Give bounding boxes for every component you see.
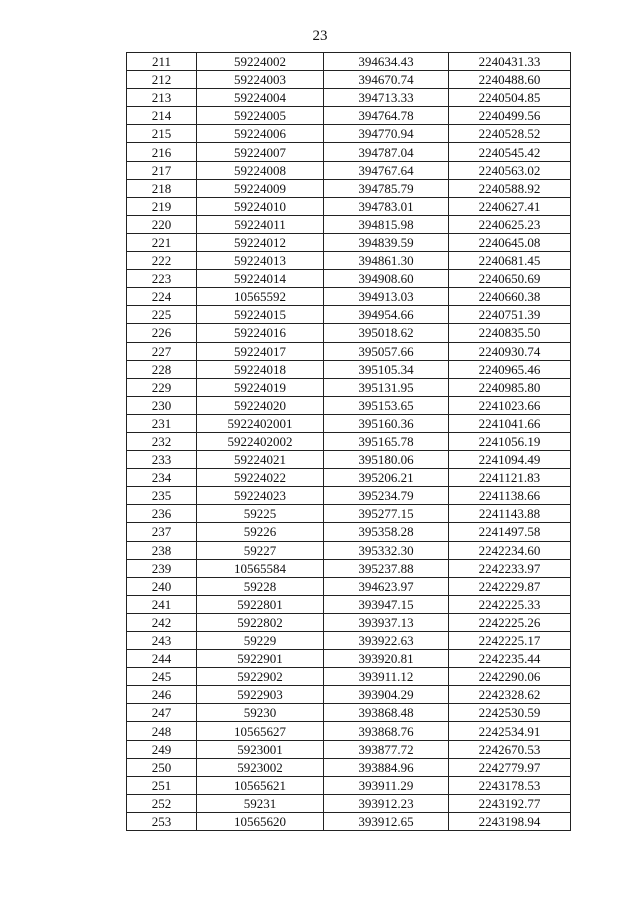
point-id-cell: 59225 [197,505,324,523]
row-number-cell: 249 [127,740,197,758]
y-coordinate-cell: 2242328.62 [449,686,571,704]
row-number-cell: 237 [127,523,197,541]
x-coordinate-cell: 395165.78 [324,432,449,450]
x-coordinate-cell: 394787.04 [324,143,449,161]
table-row [127,215,571,233]
table-row [127,360,571,378]
table-row [127,686,571,704]
table-row [127,342,571,360]
y-coordinate-cell: 2240681.45 [449,252,571,270]
y-coordinate-cell: 2240528.52 [449,125,571,143]
y-coordinate-cell: 2242233.97 [449,559,571,577]
row-number-cell: 239 [127,559,197,577]
x-coordinate-cell: 393912.23 [324,794,449,812]
table-row [127,812,571,830]
y-coordinate-cell: 2241138.66 [449,487,571,505]
row-number-cell: 250 [127,758,197,776]
table-row [127,107,571,125]
x-coordinate-cell: 394815.98 [324,215,449,233]
table-row [127,396,571,414]
row-number-cell: 223 [127,270,197,288]
point-id-cell: 59224019 [197,378,324,396]
y-coordinate-cell: 2241094.49 [449,451,571,469]
y-coordinate-cell: 2243198.94 [449,812,571,830]
table-row [127,414,571,432]
x-coordinate-cell: 394713.33 [324,89,449,107]
row-number-cell: 213 [127,89,197,107]
point-id-cell: 5922903 [197,686,324,704]
table-row [127,523,571,541]
point-id-cell: 59224003 [197,71,324,89]
x-coordinate-cell: 395237.88 [324,559,449,577]
row-number-cell: 220 [127,215,197,233]
x-coordinate-cell: 393937.13 [324,613,449,631]
table-row [127,758,571,776]
y-coordinate-cell: 2241497.58 [449,523,571,541]
point-id-cell: 10565584 [197,559,324,577]
table-row [127,722,571,740]
x-coordinate-cell: 395180.06 [324,451,449,469]
table-row [127,71,571,89]
y-coordinate-cell: 2242225.33 [449,595,571,613]
y-coordinate-cell: 2240504.85 [449,89,571,107]
y-coordinate-cell: 2240588.92 [449,179,571,197]
row-number-cell: 244 [127,650,197,668]
row-number-cell: 225 [127,306,197,324]
x-coordinate-cell: 395153.65 [324,396,449,414]
row-number-cell: 215 [127,125,197,143]
table-row [127,613,571,631]
table-row [127,161,571,179]
x-coordinate-cell: 393884.96 [324,758,449,776]
point-id-cell: 59224009 [197,179,324,197]
table-row [127,704,571,722]
point-id-cell: 5922902 [197,668,324,686]
point-id-cell: 59224013 [197,252,324,270]
point-id-cell: 59224022 [197,469,324,487]
table-row [127,288,571,306]
y-coordinate-cell: 2240545.42 [449,143,571,161]
table-row [127,794,571,812]
table-row [127,632,571,650]
point-id-cell: 59224015 [197,306,324,324]
table-body [127,53,571,831]
row-number-cell: 231 [127,414,197,432]
y-coordinate-cell: 2240751.39 [449,306,571,324]
x-coordinate-cell: 393911.12 [324,668,449,686]
row-number-cell: 247 [127,704,197,722]
y-coordinate-cell: 2240627.41 [449,197,571,215]
point-id-cell: 59224014 [197,270,324,288]
y-coordinate-cell: 2242225.17 [449,632,571,650]
point-id-cell: 5922402001 [197,414,324,432]
table-row [127,197,571,215]
table-row [127,577,571,595]
point-id-cell: 59224008 [197,161,324,179]
point-id-cell: 59224007 [197,143,324,161]
point-id-cell: 59228 [197,577,324,595]
point-id-cell: 59226 [197,523,324,541]
row-number-cell: 253 [127,812,197,830]
row-number-cell: 246 [127,686,197,704]
point-id-cell: 59224004 [197,89,324,107]
point-id-cell: 59224021 [197,451,324,469]
row-number-cell: 242 [127,613,197,631]
table-row [127,252,571,270]
y-coordinate-cell: 2242235.44 [449,650,571,668]
x-coordinate-cell: 393947.15 [324,595,449,613]
point-id-cell: 5922402002 [197,432,324,450]
y-coordinate-cell: 2241041.66 [449,414,571,432]
x-coordinate-cell: 395018.62 [324,324,449,342]
row-number-cell: 227 [127,342,197,360]
y-coordinate-cell: 2240930.74 [449,342,571,360]
point-id-cell: 5922901 [197,650,324,668]
y-coordinate-cell: 2240965.46 [449,360,571,378]
row-number-cell: 251 [127,776,197,794]
y-coordinate-cell: 2241056.19 [449,432,571,450]
x-coordinate-cell: 395234.79 [324,487,449,505]
table-row [127,432,571,450]
row-number-cell: 211 [127,53,197,71]
table-row [127,650,571,668]
row-number-cell: 228 [127,360,197,378]
y-coordinate-cell: 2240499.56 [449,107,571,125]
x-coordinate-cell: 394770.94 [324,125,449,143]
table-row [127,324,571,342]
table-row [127,559,571,577]
coordinates-table [126,52,571,831]
x-coordinate-cell: 393912.65 [324,812,449,830]
table-row [127,505,571,523]
y-coordinate-cell: 2242229.87 [449,577,571,595]
row-number-cell: 241 [127,595,197,613]
y-coordinate-cell: 2241023.66 [449,396,571,414]
point-id-cell: 59224018 [197,360,324,378]
table-row [127,125,571,143]
row-number-cell: 219 [127,197,197,215]
y-coordinate-cell: 2242530.59 [449,704,571,722]
y-coordinate-cell: 2240563.02 [449,161,571,179]
point-id-cell: 59224011 [197,215,324,233]
x-coordinate-cell: 395160.36 [324,414,449,432]
table-row [127,595,571,613]
x-coordinate-cell: 393911.29 [324,776,449,794]
table-row [127,541,571,559]
point-id-cell: 10565620 [197,812,324,830]
row-number-cell: 216 [127,143,197,161]
table-row [127,89,571,107]
point-id-cell: 59224010 [197,197,324,215]
row-number-cell: 217 [127,161,197,179]
y-coordinate-cell: 2240431.33 [449,53,571,71]
row-number-cell: 226 [127,324,197,342]
x-coordinate-cell: 394785.79 [324,179,449,197]
point-id-cell: 59224020 [197,396,324,414]
y-coordinate-cell: 2242234.60 [449,541,571,559]
y-coordinate-cell: 2241121.83 [449,469,571,487]
x-coordinate-cell: 395206.21 [324,469,449,487]
point-id-cell: 5922801 [197,595,324,613]
row-number-cell: 229 [127,378,197,396]
page-number: 23 [312,28,328,44]
point-id-cell: 5923002 [197,758,324,776]
row-number-cell: 212 [127,71,197,89]
row-number-cell: 232 [127,432,197,450]
x-coordinate-cell: 395105.34 [324,360,449,378]
row-number-cell: 230 [127,396,197,414]
x-coordinate-cell: 393920.81 [324,650,449,668]
x-coordinate-cell: 394634.43 [324,53,449,71]
x-coordinate-cell: 393868.76 [324,722,449,740]
table-row [127,776,571,794]
y-coordinate-cell: 2243192.77 [449,794,571,812]
table-row [127,469,571,487]
y-coordinate-cell: 2240835.50 [449,324,571,342]
x-coordinate-cell: 395057.66 [324,342,449,360]
y-coordinate-cell: 2242290.06 [449,668,571,686]
row-number-cell: 221 [127,233,197,251]
x-coordinate-cell: 394861.30 [324,252,449,270]
y-coordinate-cell: 2240625.23 [449,215,571,233]
row-number-cell: 252 [127,794,197,812]
row-number-cell: 214 [127,107,197,125]
y-coordinate-cell: 2242670.53 [449,740,571,758]
point-id-cell: 59224017 [197,342,324,360]
point-id-cell: 59231 [197,794,324,812]
row-number-cell: 235 [127,487,197,505]
x-coordinate-cell: 394839.59 [324,233,449,251]
y-coordinate-cell: 2241143.88 [449,505,571,523]
table-row [127,179,571,197]
y-coordinate-cell: 2242779.97 [449,758,571,776]
point-id-cell: 59224012 [197,233,324,251]
row-number-cell: 222 [127,252,197,270]
point-id-cell: 59227 [197,541,324,559]
table-row [127,306,571,324]
x-coordinate-cell: 395277.15 [324,505,449,523]
x-coordinate-cell: 394783.01 [324,197,449,215]
x-coordinate-cell: 394764.78 [324,107,449,125]
y-coordinate-cell: 2240645.08 [449,233,571,251]
row-number-cell: 233 [127,451,197,469]
x-coordinate-cell: 395358.28 [324,523,449,541]
point-id-cell: 10565592 [197,288,324,306]
row-number-cell: 218 [127,179,197,197]
table-row [127,740,571,758]
x-coordinate-cell: 394670.74 [324,71,449,89]
row-number-cell: 236 [127,505,197,523]
x-coordinate-cell: 393877.72 [324,740,449,758]
x-coordinate-cell: 393868.48 [324,704,449,722]
table-row [127,233,571,251]
x-coordinate-cell: 394767.64 [324,161,449,179]
table-row [127,451,571,469]
row-number-cell: 248 [127,722,197,740]
point-id-cell: 59224002 [197,53,324,71]
table-row [127,668,571,686]
point-id-cell: 5922802 [197,613,324,631]
x-coordinate-cell: 394913.03 [324,288,449,306]
x-coordinate-cell: 393904.29 [324,686,449,704]
y-coordinate-cell: 2240488.60 [449,71,571,89]
y-coordinate-cell: 2242534.91 [449,722,571,740]
y-coordinate-cell: 2240985.80 [449,378,571,396]
x-coordinate-cell: 394908.60 [324,270,449,288]
row-number-cell: 243 [127,632,197,650]
x-coordinate-cell: 394623.97 [324,577,449,595]
y-coordinate-cell: 2240650.69 [449,270,571,288]
x-coordinate-cell: 395332.30 [324,541,449,559]
x-coordinate-cell: 394954.66 [324,306,449,324]
point-id-cell: 59224006 [197,125,324,143]
row-number-cell: 240 [127,577,197,595]
row-number-cell: 238 [127,541,197,559]
table-row [127,378,571,396]
point-id-cell: 59229 [197,632,324,650]
point-id-cell: 5923001 [197,740,324,758]
row-number-cell: 234 [127,469,197,487]
point-id-cell: 10565627 [197,722,324,740]
x-coordinate-cell: 393922.63 [324,632,449,650]
point-id-cell: 59230 [197,704,324,722]
table-row [127,487,571,505]
point-id-cell: 59224023 [197,487,324,505]
point-id-cell: 10565621 [197,776,324,794]
point-id-cell: 59224016 [197,324,324,342]
table-row [127,53,571,71]
y-coordinate-cell: 2243178.53 [449,776,571,794]
table-row [127,270,571,288]
row-number-cell: 224 [127,288,197,306]
y-coordinate-cell: 2242225.26 [449,613,571,631]
x-coordinate-cell: 395131.95 [324,378,449,396]
row-number-cell: 245 [127,668,197,686]
y-coordinate-cell: 2240660.38 [449,288,571,306]
point-id-cell: 59224005 [197,107,324,125]
table-row [127,143,571,161]
